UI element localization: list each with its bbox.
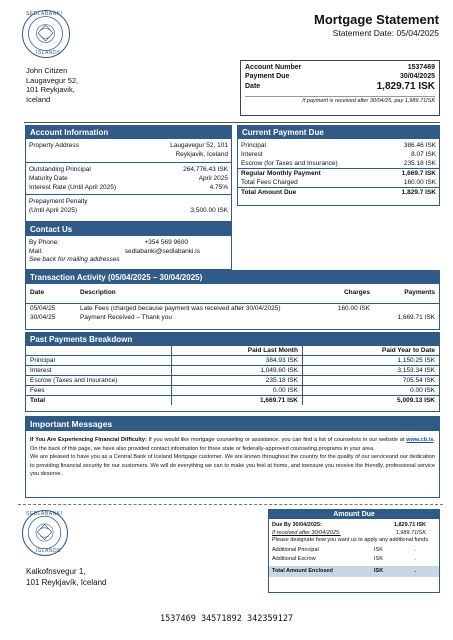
account-info-title: Account Information [26,126,231,139]
cut-line [18,504,443,505]
mailing-note: See back for mailing addresses [29,256,120,263]
cp-fees-label: Total Fees Charged [241,179,298,186]
late-note: If payment is received after 30/04/25, pay 1,989.71ISK [245,96,435,104]
messages-panel [25,416,440,498]
transactions-panel [25,270,440,330]
tx-desc: Late Fees (charged because payment was received after 30/04/2025) [80,304,281,312]
remit-address-line2: 101 Reykjavík, Iceland [26,578,107,587]
past-payments-panel [25,332,440,412]
after-row [272,529,436,537]
due-by-label: Due By 30/04/2025: [272,522,322,528]
transactions-table [26,288,439,322]
cp-fees-value: 160.00 ISK [403,179,436,186]
pp-label: Principal [26,356,171,366]
current-payment-title: Current Payment Due [238,126,439,139]
tx-charges [314,313,374,322]
due-by-value: 1,829.71 ISK [393,522,426,528]
remit-address [26,566,107,588]
property-address-row [29,141,228,160]
col-date: Date [30,289,45,296]
messages-body [26,431,439,484]
cp-escrow-row [241,159,436,168]
past-header-row [26,346,439,356]
table-row [26,366,439,376]
outstanding-value: 264,776.43 ISK [183,166,228,173]
divider [24,122,440,123]
date-label: Date [245,83,261,90]
summary-box [240,60,440,116]
account-number: 1537469 [407,64,435,71]
tx-desc: Payment Received – Thank you [80,313,173,321]
cp-escrow-label: Escrow (for Taxes and Insurance) [241,160,338,167]
tx-payments [374,303,439,313]
messages-title: Important Messages [26,417,439,431]
table-row [26,386,439,396]
amount-due-title: Amount Due [269,510,439,519]
cp-interest-label: Interest [241,151,263,158]
outstanding-label: Outstanding Principal [29,166,91,173]
tx-date: 05/04/25 [30,304,56,312]
customer-address [26,66,78,104]
website-link[interactable]: www.cb.is [406,437,434,443]
total-enclosed-field[interactable] [374,567,436,576]
pp-ytd: 705.54 ISK [402,377,435,384]
account-info-panel [25,125,232,222]
after-label: If received after 30/04/2025: [272,530,341,536]
col-paid-ytd: Paid Year to Date [382,347,435,354]
table-row [26,376,439,386]
maturity-row [29,174,228,183]
cp-total-value: 1,829.7 ISK [401,189,436,196]
col-description: Description [80,289,116,296]
total-enclosed-label: Total Amount Enclosed [272,568,333,574]
currency: ISK [374,568,384,574]
cp-regular-label: Regular Monthly Payment [241,170,321,177]
interest-rate-label: Interest Rate (Until April 2025) [29,184,117,191]
pp-last: 1,049.60 ISK [171,366,302,376]
table-row [26,313,439,322]
pp-ytd: 3,153.34 ISK [397,367,435,374]
customer-address-line3: Iceland [26,94,51,104]
property-address [170,141,228,160]
transactions-title: Transaction Activity (05/04/2025 – 30/04/2025) [26,271,439,284]
add-principal-field[interactable] [374,546,436,555]
cp-total-label: Total Amount Due [241,189,297,196]
currency: ISK [374,547,383,553]
message-difficulty [30,436,435,453]
add-principal-row[interactable] [272,546,436,555]
tx-date: 30/04/25 [30,313,56,321]
page-title: Mortgage Statement [314,12,439,27]
maturity-label: Maturity Date [29,175,68,182]
maturity-value: April 2025 [198,175,228,182]
prepay-label-1: Prepayment Penalty [29,198,88,205]
amount-due-total: 1,829.71 ISK [376,81,435,92]
phone-label: By Phone: [29,239,59,246]
interest-rate-value: 4.75% [209,184,228,191]
cp-fees-row [241,178,436,187]
add-principal-label: Additional Principal [272,547,319,553]
property-address-label: Property Address [29,142,79,149]
apply-note: Please designate how you want us to apply any additional funds. [272,537,430,543]
after-value: 1,989.71ISK [395,530,426,536]
pp-label: Total [26,396,171,406]
table-row [26,356,439,366]
cp-principal-value: 386.46 ISK [403,142,436,149]
add-escrow-row[interactable] [272,555,436,564]
pp-last: 235.18 ISK [171,376,302,386]
pp-label: Interest [26,366,171,376]
tx-charges: 160.00 ISK [337,304,370,312]
payment-due: 30/04/2025 [399,73,435,80]
payment-due-label: Payment Due [245,73,290,80]
mail-value[interactable]: sedlabanki@sedlabanki.is [124,248,200,255]
cp-regular-value: 1,669.7 ISK [401,170,436,177]
table-row [26,303,439,313]
add-escrow-field[interactable] [374,555,436,564]
logo-text-bottom: ISLANDS [36,50,61,56]
contact-title: Contact Us [26,223,231,236]
total-enclosed-row[interactable] [269,566,439,577]
pp-last: 0.00 ISK [171,386,302,396]
customer-address-line2: 101 Reykjavik, [26,85,75,94]
message-p1b: . On the back of this page, we have also provided contact information for three state or federally-approved counseling programs in your area. [30,437,435,452]
difficulty-heading: If You Are Experiencing Financial Difficulty: [30,437,147,443]
add-escrow-label: Additional Escrow [272,556,316,562]
cp-escrow-value: 235.18 ISK [403,160,436,167]
pp-ytd: 0.00 ISK [410,387,435,394]
outstanding-row [29,165,228,174]
property-address-2: Reykjavik, Iceland [175,151,228,158]
pp-ytd: 5,009.13 ISK [397,397,435,404]
interest-rate-row [29,183,228,192]
due-by-row [272,521,436,529]
prepay-row [29,206,228,215]
prepay-value: 3,500.00 ISK [190,207,228,214]
col-payments: Payments [404,289,435,296]
amount-row [245,81,435,93]
phone-row [29,238,228,247]
account-number-label: Account Number [245,64,302,71]
customer-address-line1: Laugavegur 52, [26,75,79,85]
cp-principal-row [241,141,436,150]
phone-value[interactable]: +354 569 9600 [144,239,188,246]
cp-regular-row [238,168,439,178]
mail-row [29,247,228,256]
amount-due-panel [268,509,440,593]
pp-label: Fees [26,386,171,396]
decimal-dot: . [414,547,416,553]
remit-address-line1: Kalkofnsvegur 1, [26,567,86,576]
logo-text-bottom-bottom: ISLANDS [36,548,61,554]
pp-last: 1,669.71 ISK [171,396,302,406]
tx-payments: 1,669.71 ISK [397,313,435,321]
mail-label: Mail: [29,248,43,255]
prepay-label-2: (Until April 2025) [29,207,78,214]
property-address-1: Laugavegur 52, 101 [170,142,228,149]
pp-ytd: 1,150.25 ISK [397,357,435,364]
current-payment-panel [237,125,440,206]
past-payments-title: Past Payments Breakdown [26,333,439,346]
message-p2: We are pleased to have you as a Central Bank of Iceland Mortgage customer. We are known throughout the country for the quality of our serviceand our dedication to providing financial security for our customers. We will do everything we can to make you feel at home, and toensure you receive the friendly, professional service you deserve. [30,454,435,478]
transactions-header-row [26,288,439,297]
logo-text-top-bottom: SEDLABANKI [26,511,63,517]
account-number-row [245,63,435,72]
cp-interest-value: 8.07 ISK [411,151,436,158]
cp-principal-label: Principal [241,142,266,149]
table-row [26,396,439,406]
decimal-dot: . [414,556,416,562]
customer-name: John Citizen [26,66,68,75]
currency: ISK [374,556,383,562]
past-payments-table [26,346,439,405]
logo-text-top: SEDLABANKI [26,11,63,17]
pp-last: 384.93 ISK [171,356,302,366]
col-paid-last-month: Paid Last Month [171,346,302,356]
pp-label: Escrow (Taxes and Insurance) [26,376,171,386]
col-charges: Charges [343,289,370,296]
codeline: 1537469 34571892 342359127 [160,614,294,624]
cp-total-row [238,187,439,197]
message-p1a: If you would like mortgage counseling or assistance, you can find a list of counselors in our website at [146,437,407,443]
statement-date: Statement Date: 05/04/2025 [332,28,439,38]
decimal-dot: . [414,568,416,574]
contact-panel [25,222,232,270]
payment-due-row [245,72,435,81]
cp-interest-row [241,150,436,159]
